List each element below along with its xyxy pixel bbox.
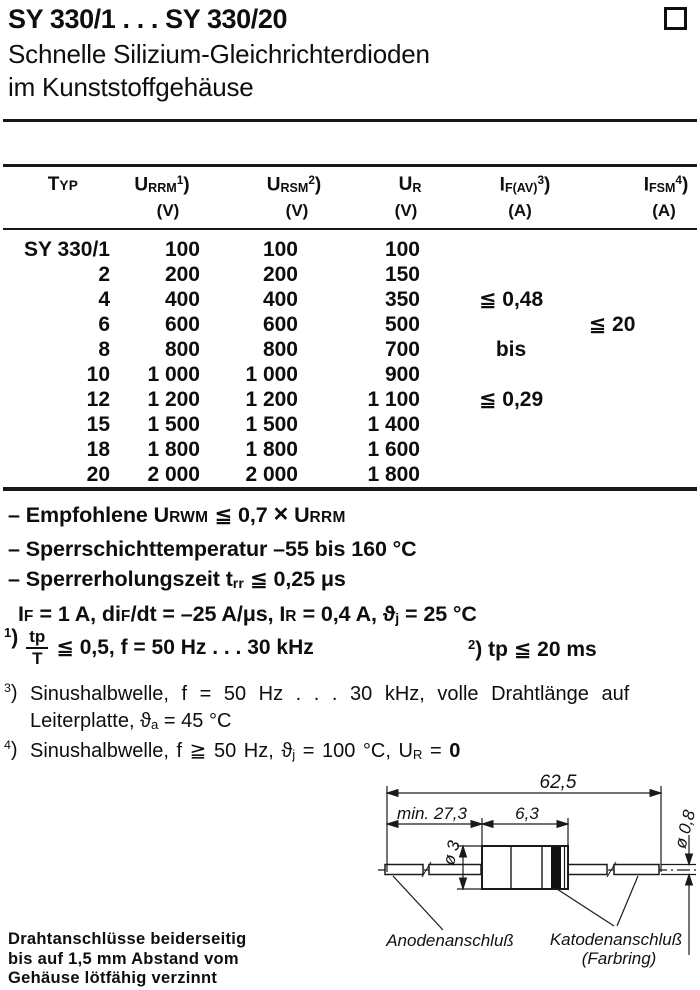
table-cell: 15 bbox=[86, 413, 110, 436]
table-cell: ≦ 0,48 bbox=[478, 288, 544, 311]
table-cell: 1 800 bbox=[367, 463, 420, 486]
table-cell: 200 bbox=[164, 263, 200, 286]
col-header-ifav: IF(AV)$^3$) bbox=[499, 174, 551, 196]
table-cell: 8 bbox=[98, 338, 110, 361]
table-cell: 150 bbox=[384, 263, 420, 286]
table-cell bbox=[547, 462, 677, 487]
table-cell bbox=[547, 412, 677, 437]
cathode-label-2: (Farbring) bbox=[581, 949, 657, 968]
table-cell bbox=[547, 387, 677, 412]
page-title: SY 330/1 . . . SY 330/20 bbox=[8, 4, 288, 34]
table-cell: 400 bbox=[164, 288, 200, 311]
cathode-band bbox=[551, 847, 561, 888]
table-cell: 500 bbox=[384, 313, 420, 336]
table-cell: 6 bbox=[98, 313, 110, 336]
table-cell: 200 bbox=[262, 263, 298, 286]
footnote-3-line-2: Leiterplatte, ϑa = 45 °C bbox=[30, 710, 232, 732]
table-cell: 12 bbox=[86, 388, 110, 411]
fraction-denominator: T bbox=[32, 649, 43, 668]
table-cell: 1 000 bbox=[245, 363, 298, 386]
note-urwm: – Empfohlene URWM ≦ 0,7 × URRM bbox=[8, 500, 346, 528]
svg-text:ø 3: ø 3 bbox=[439, 838, 464, 868]
page-subtitle bbox=[8, 38, 430, 104]
table-cell: 1 800 bbox=[245, 438, 298, 461]
table-bottom-rule bbox=[3, 487, 697, 491]
footnote-3-line-1: Sinushalbwelle, f = 50 Hz . . . 30 kHz, volle Drahtlänge auf bbox=[30, 683, 630, 705]
col-header-urrm: URRM$^1$) bbox=[134, 174, 190, 196]
table-cell: 800 bbox=[164, 338, 200, 361]
table-header-rule bbox=[3, 228, 697, 230]
table-cell: 1 000 bbox=[147, 363, 200, 386]
diode-outline-drawing bbox=[330, 773, 700, 990]
table-cell: 600 bbox=[164, 313, 200, 336]
table-cell: 100 bbox=[262, 238, 298, 261]
note-recovery-time: – Sperrerholungszeit trr ≦ 0,25 μs bbox=[8, 567, 346, 592]
footnote-3-marker: $^3$) bbox=[4, 681, 18, 704]
table-cell: bis bbox=[495, 338, 527, 361]
dim-body-length bbox=[482, 804, 568, 846]
col-unit-urrm: (V) bbox=[156, 201, 180, 220]
table-cell: 10 bbox=[86, 363, 110, 386]
table-cell: 18 bbox=[86, 438, 110, 461]
table-cell: 400 bbox=[262, 288, 298, 311]
table-cell: 2 000 bbox=[245, 463, 298, 486]
table-cell bbox=[547, 362, 677, 387]
svg-text:62,5: 62,5 bbox=[539, 773, 577, 793]
dim-body-diameter bbox=[439, 838, 481, 889]
note-junction-temp: – Sperrschichttemperatur –55 bis 160 °C bbox=[8, 536, 417, 561]
fraction-numerator: tp bbox=[26, 627, 48, 649]
svg-text:ø 0,8: ø 0,8 bbox=[670, 808, 700, 851]
table-cell: 800 bbox=[262, 338, 298, 361]
footnote-1-marker: $^1$) bbox=[4, 625, 19, 650]
solderability-note-line-1: Drahtanschlüsse beiderseitig bbox=[8, 930, 247, 948]
table-cell: ≦ 0,29 bbox=[478, 388, 544, 411]
table-cell: 1 200 bbox=[147, 388, 200, 411]
cathode-leader bbox=[550, 876, 682, 968]
table-col-ursm bbox=[198, 237, 298, 487]
diode-body bbox=[482, 846, 568, 889]
footnote-1-text: ≦ 0,5, f = 50 Hz . . . 30 kHz bbox=[56, 636, 314, 659]
notes-list bbox=[8, 499, 477, 635]
footnote-4-marker: $^4$) bbox=[4, 738, 18, 761]
solderability-note-line-3: Gehäuse lötfähig verzinnt bbox=[8, 969, 218, 987]
table-cell: 100 bbox=[164, 238, 200, 261]
table-cell bbox=[547, 287, 677, 312]
tp-over-T-fraction bbox=[26, 627, 48, 668]
col-header-ifsm: IFSM$^4$) bbox=[643, 174, 689, 196]
table-cell: 1 400 bbox=[367, 413, 420, 436]
footnote-1 bbox=[4, 627, 314, 668]
table-col-ifsm bbox=[547, 237, 677, 487]
table-cell: ≦ 20 bbox=[588, 313, 636, 336]
table-top-rule bbox=[3, 164, 697, 167]
table-cell bbox=[547, 237, 677, 262]
corner-square-icon bbox=[664, 7, 687, 30]
table-cell: 900 bbox=[384, 363, 420, 386]
solderability-note-line-2: bis auf 1,5 mm Abstand vom bbox=[8, 949, 239, 968]
table-cell: 1 600 bbox=[367, 438, 420, 461]
table-cell: 350 bbox=[384, 288, 420, 311]
table-cell: 20 bbox=[86, 463, 110, 486]
subtitle-rule bbox=[3, 119, 697, 122]
table-cell: 4 bbox=[98, 288, 110, 311]
anode-lead bbox=[385, 862, 481, 877]
table-cell: 600 bbox=[262, 313, 298, 336]
table-col-typ bbox=[6, 237, 110, 487]
table-cell: 1 100 bbox=[367, 388, 420, 411]
footnote-3 bbox=[30, 681, 697, 738]
col-header-ursm: URSM$^2$) bbox=[266, 174, 322, 196]
table-cell bbox=[547, 262, 677, 287]
svg-text:6,3: 6,3 bbox=[515, 804, 539, 823]
note-test-conditions: IF = 1 A, diF/dt = –25 A/μs, IR = 0,4 A, ϑj = 25 °C bbox=[18, 602, 477, 628]
table-cell bbox=[547, 437, 677, 462]
cathode-label: Katodenanschluß bbox=[549, 930, 683, 949]
table-cell: 700 bbox=[384, 338, 420, 361]
col-unit-ifav: (A) bbox=[508, 201, 532, 220]
svg-text:min. 27,3: min. 27,3 bbox=[397, 804, 467, 823]
table-cell: SY 330/1 bbox=[23, 238, 110, 261]
col-header-typ: TYP bbox=[47, 174, 79, 195]
col-header-ur: UR bbox=[398, 174, 422, 195]
col-unit-ursm: (V) bbox=[285, 201, 309, 220]
subtitle-line-1: Schnelle Silizium-Gleichrichterdioden bbox=[8, 39, 430, 69]
subtitle-line-2: im Kunststoffgehäuse bbox=[8, 72, 254, 102]
col-unit-ifsm: (A) bbox=[652, 201, 676, 220]
dim-lead-length bbox=[387, 804, 482, 846]
footnote-4: Sinushalbwelle, f ≧ 50 Hz, ϑj = 100 °C, UR = 0 bbox=[30, 740, 461, 762]
table-cell: 2 bbox=[98, 263, 110, 286]
table-cell: 1 200 bbox=[245, 388, 298, 411]
anode-label: Anodenanschluß bbox=[386, 931, 514, 950]
table-cell bbox=[547, 337, 677, 362]
solderability-note bbox=[8, 930, 247, 989]
table-cell: 2 000 bbox=[147, 463, 200, 486]
table-cell: 1 500 bbox=[245, 413, 298, 436]
table-col-urrm bbox=[100, 237, 200, 487]
table-cell: 1 500 bbox=[147, 413, 200, 436]
table-col-ur bbox=[320, 237, 420, 487]
footnote-2: $^2$) tp ≦ 20 ms bbox=[468, 637, 597, 662]
table-cell: 100 bbox=[384, 238, 420, 261]
cathode-lead bbox=[568, 862, 659, 877]
col-unit-ur: (V) bbox=[394, 201, 418, 220]
table-cell: 1 800 bbox=[147, 438, 200, 461]
